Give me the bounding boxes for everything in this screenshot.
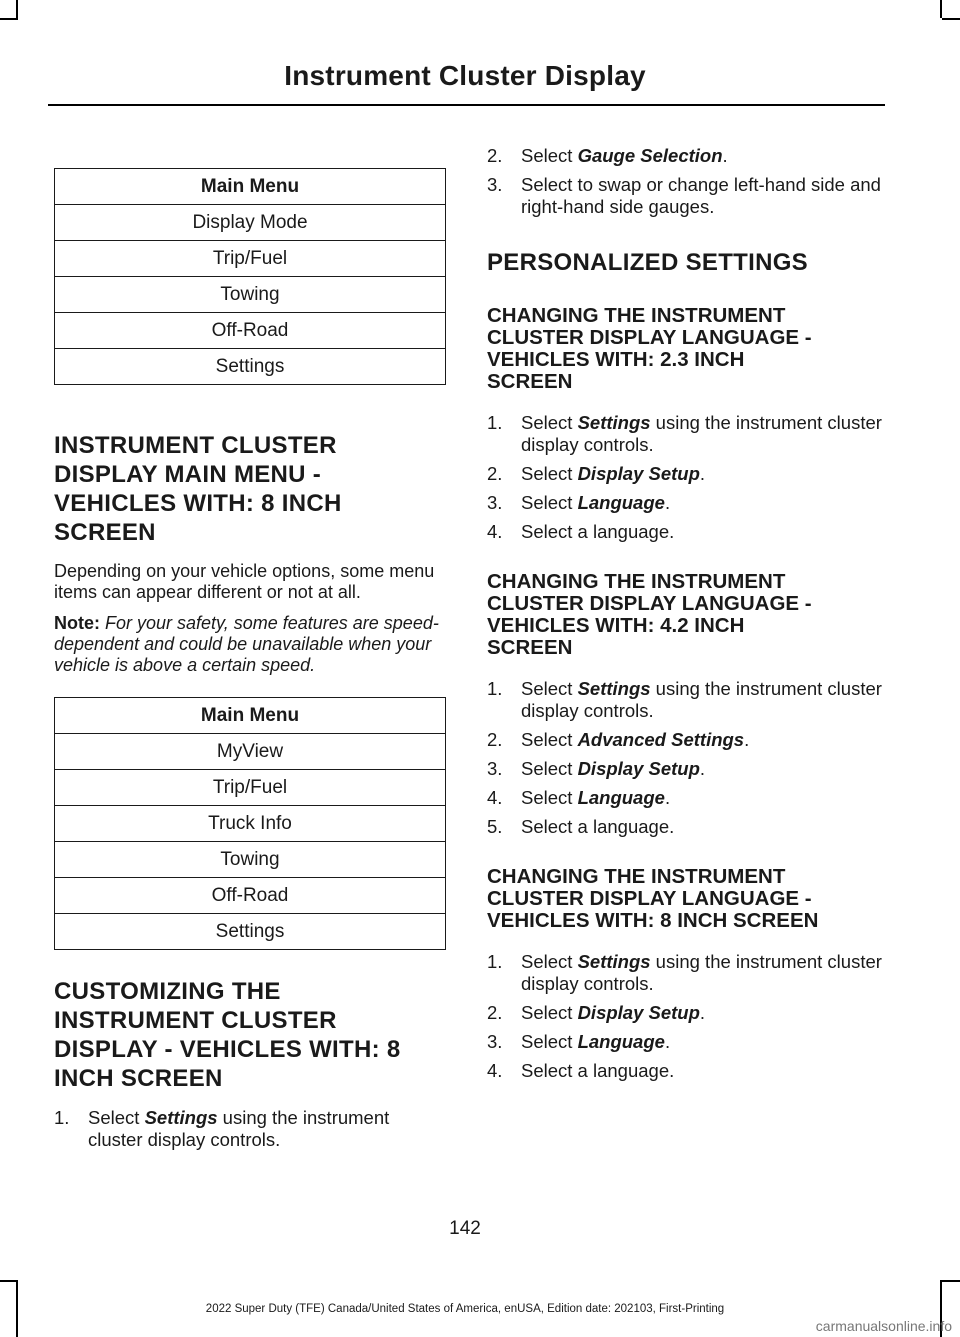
page-number: 142 bbox=[449, 1218, 481, 1239]
section-heading-customizing: CUSTOMIZING THE INSTRUMENT CLUSTER DISPLAY - VEHICLES WITH: 8 INCH SCREEN bbox=[54, 978, 401, 1092]
table-row: Off-Road bbox=[55, 313, 446, 349]
subheading-language-4-2in: CHANGING THE INSTRUMENT CLUSTER DISPLAY LANGUAGE - VEHICLES WITH: 4.2 INCH SCREEN bbox=[487, 570, 812, 659]
list-item: 2. Select Display Setup. bbox=[487, 463, 706, 484]
table-row: Truck Info bbox=[55, 806, 446, 842]
intro-paragraph: Depending on your vehicle options, some menu items can appear different or not at all. bbox=[54, 561, 435, 602]
section-heading-personalized: PERSONALIZED SETTINGS bbox=[487, 249, 808, 276]
header-rule bbox=[48, 104, 885, 106]
table-row: MyView bbox=[55, 734, 446, 770]
table-row: Off-Road bbox=[55, 878, 446, 914]
crop-mark-top-left-h bbox=[0, 18, 18, 20]
crop-mark-bottom-right-h bbox=[942, 1280, 960, 1282]
list-item: 3. Select Language. bbox=[487, 1031, 671, 1052]
list-item: 3. Select to swap or change left-hand side and right-hand side gauges. bbox=[487, 174, 881, 217]
language-steps-4-2in bbox=[487, 678, 885, 838]
subheading-language-8in: CHANGING THE INSTRUMENT CLUSTER DISPLAY LANGUAGE - VEHICLES WITH: 8 INCH SCREEN bbox=[487, 865, 819, 932]
list-item: 1. Select Settings using the instrument cluster display controls. bbox=[487, 951, 882, 994]
right-column bbox=[487, 145, 885, 1082]
language-steps-2-3in bbox=[487, 412, 885, 543]
list-item: 1. Select Settings using the instrument cluster display controls. bbox=[487, 412, 882, 455]
table-row: Trip/Fuel bbox=[55, 241, 446, 277]
crop-mark-top-right-v bbox=[940, 0, 942, 18]
list-item: 5. Select a language. bbox=[487, 816, 675, 837]
table-row: Trip/Fuel bbox=[55, 770, 446, 806]
list-item: 3. Select Display Setup. bbox=[487, 758, 706, 779]
note-paragraph: Note: For your safety, some features are speed-dependent and could be unavailable when your vehicle is above a certain speed. bbox=[54, 613, 439, 675]
page-header-title: Instrument Cluster Display bbox=[284, 60, 646, 91]
table-row: Towing bbox=[55, 842, 446, 878]
table-row: Settings bbox=[55, 914, 446, 950]
list-item: 2. Select Gauge Selection. bbox=[487, 145, 728, 166]
table-row: Towing bbox=[55, 277, 446, 313]
main-menu-table-2-3 bbox=[54, 168, 446, 385]
list-item: 2. Select Advanced Settings. bbox=[487, 729, 750, 750]
list-item: 4. Select a language. bbox=[487, 521, 675, 542]
left-column bbox=[54, 168, 446, 1151]
table-row: Settings bbox=[55, 349, 446, 385]
watermark: carmanualsonline.info bbox=[815, 1318, 952, 1334]
crop-mark-top-right-h bbox=[942, 18, 960, 20]
list-item: 2. Select Display Setup. bbox=[487, 1002, 706, 1023]
list-item: 4. Select a language. bbox=[487, 1060, 675, 1081]
list-item: 1. Select Settings using the instrument cluster display controls. bbox=[487, 678, 882, 721]
customizing-steps bbox=[54, 1107, 446, 1151]
subheading-language-2-3in: CHANGING THE INSTRUMENT CLUSTER DISPLAY LANGUAGE - VEHICLES WITH: 2.3 INCH SCREEN bbox=[487, 304, 812, 393]
footer-edition: 2022 Super Duty (TFE) Canada/United States of America, enUSA, Edition date: 202103, First-Printing bbox=[205, 1303, 725, 1315]
list-item: 1. Select Settings using the instrument cluster display controls. bbox=[54, 1107, 390, 1150]
crop-mark-top-left-v bbox=[16, 0, 18, 18]
list-item: 4. Select Language. bbox=[487, 787, 671, 808]
table-row: Display Mode bbox=[55, 205, 446, 241]
table-header: Main Menu bbox=[55, 698, 446, 734]
crop-mark-bottom-left-h bbox=[0, 1280, 18, 1282]
customizing-steps-continued bbox=[487, 145, 885, 218]
table-header: Main Menu bbox=[55, 169, 446, 205]
section-heading-main-menu-8in: INSTRUMENT CLUSTER DISPLAY MAIN MENU - VEHICLES WITH: 8 INCH SCREEN bbox=[54, 432, 342, 546]
main-menu-table-8in bbox=[54, 697, 446, 950]
language-steps-8in bbox=[487, 951, 885, 1082]
list-item: 3. Select Language. bbox=[487, 492, 671, 513]
